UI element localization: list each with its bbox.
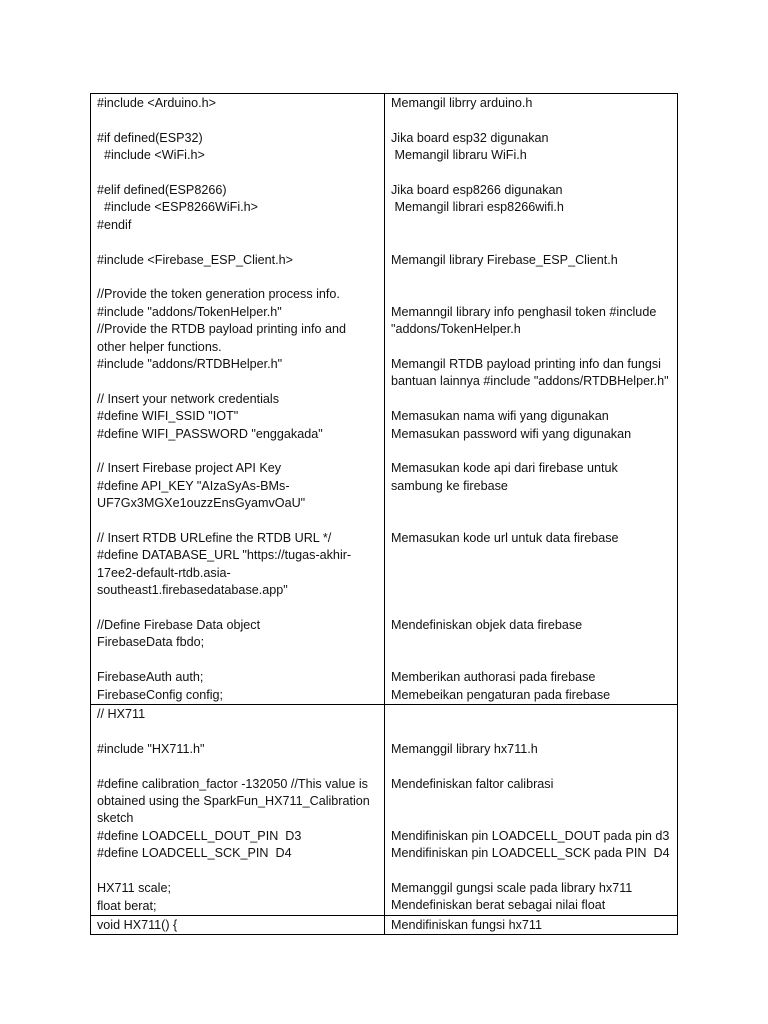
code-explanation-table	[90, 93, 678, 935]
code-cell	[91, 705, 385, 916]
description-line	[391, 810, 672, 827]
description-cell	[385, 705, 678, 916]
description-line	[391, 723, 672, 740]
code-line	[97, 723, 379, 740]
code-line: #include "HX711.h"	[97, 741, 205, 756]
description-line: bantuan lainnya #include "addons/RTDBHelper.h"	[391, 374, 669, 389]
code-line: #include <WiFi.h>	[97, 148, 205, 163]
code-line: //Provide the RTDB payload printing info and	[97, 322, 346, 337]
code-line	[97, 269, 379, 286]
code-line	[97, 234, 379, 251]
code-line: //Define Firebase Data object	[97, 618, 261, 633]
description-line	[391, 582, 672, 599]
code-line	[97, 863, 379, 880]
table-body	[91, 94, 678, 935]
description-line	[391, 234, 672, 251]
code-line	[97, 758, 379, 775]
code-line: #include <ESP8266WiFi.h>	[97, 200, 259, 215]
table-row	[91, 94, 678, 705]
code-line: southeast1.firebasedatabase.app"	[97, 583, 288, 598]
code-cell	[91, 915, 385, 934]
code-line: 17ee2-default-rtdb.asia-	[97, 565, 231, 580]
description-line: Memanggil library hx711.h	[391, 741, 538, 756]
code-line: FirebaseConfig config;	[97, 687, 224, 702]
code-line: obtained using the SparkFun_HX711_Calibration	[97, 794, 370, 809]
code-line: //Provide the token generation process info.	[97, 287, 340, 302]
description-line: Memasukan kode api dari firebase untuk	[391, 461, 618, 476]
code-line: void HX711() {	[97, 917, 178, 932]
code-line: #define calibration_factor -132050 //This value is	[97, 776, 368, 791]
table-row	[91, 705, 678, 916]
code-line: FirebaseAuth auth;	[97, 670, 204, 685]
description-line: Memangil librry arduino.h	[391, 96, 533, 110]
description-line: Mendefiniskan faltor calibrasi	[391, 776, 554, 791]
description-line	[391, 758, 672, 775]
description-cell	[385, 915, 678, 934]
description-line: Memangil RTDB payload printing info dan fungsi	[391, 356, 661, 371]
description-line	[391, 863, 672, 880]
description-line	[391, 391, 672, 408]
code-line: sketch	[97, 811, 134, 826]
description-line: Memanngil library info penghasil token #include	[391, 304, 657, 319]
code-line: FirebaseData fbdo;	[97, 635, 205, 650]
code-line: // HX711	[97, 707, 146, 722]
code-cell	[91, 94, 385, 705]
code-line: #include "addons/TokenHelper.h"	[97, 304, 282, 319]
description-line: Memangil librari esp8266wifi.h	[391, 200, 564, 215]
description-line: Memanggil gungsi scale pada library hx711	[391, 881, 633, 896]
code-line	[97, 112, 379, 129]
description-line	[391, 286, 672, 303]
code-line: UF7Gx3MGXe1ouzzEnsGyamvOaU"	[97, 496, 306, 511]
description-line: Memasukan nama wifi yang digunakan	[391, 409, 609, 424]
description-line	[391, 600, 672, 617]
description-line: Mendefiniskan objek data firebase	[391, 617, 583, 632]
code-line: float berat;	[97, 898, 157, 913]
code-line: #elif defined(ESP8266)	[97, 183, 227, 197]
description-line: Mendifiniskan pin LOADCELL_DOUT pada pin d3	[391, 828, 670, 843]
description-line: Memberikan authorasi pada firebase	[391, 670, 596, 685]
code-line	[97, 443, 379, 460]
code-line: // Insert your network credentials	[97, 391, 279, 406]
code-line: // Insert RTDB URLefine the RTDB URL */	[97, 531, 332, 546]
table-row	[91, 915, 678, 934]
description-line	[391, 495, 672, 512]
description-line: Mendefiniskan berat sebagai nilai float	[391, 898, 606, 913]
description-cell	[385, 94, 678, 705]
description-line: Jika board esp32 digunakan	[391, 130, 549, 145]
description-line	[391, 513, 672, 530]
description-line	[391, 269, 672, 286]
description-line: "addons/TokenHelper.h	[391, 322, 521, 337]
description-line: Memasukan password wifi yang digunakan	[391, 426, 632, 441]
code-line	[97, 652, 379, 669]
code-line: // Insert Firebase project API Key	[97, 461, 282, 476]
code-line: HX711 scale;	[97, 881, 171, 896]
description-line	[391, 706, 672, 723]
code-line: #define LOADCELL_DOUT_PIN D3	[97, 828, 302, 843]
code-line	[97, 373, 379, 390]
code-line: #include "addons/RTDBHelper.h"	[97, 357, 283, 372]
description-line: Memasukan kode url untuk data firebase	[391, 530, 619, 545]
description-line	[391, 339, 672, 356]
code-line: #include <Firebase_ESP_Client.h>	[97, 252, 294, 267]
description-line	[391, 112, 672, 129]
description-line: Memangil libraru WiFi.h	[391, 148, 527, 163]
description-line	[391, 634, 672, 651]
description-line	[391, 547, 672, 564]
code-line	[97, 513, 379, 530]
code-line: #define WIFI_PASSWORD "enggakada"	[97, 426, 323, 441]
code-line: #if defined(ESP32)	[97, 130, 203, 145]
description-line: Memebeikan pengaturan pada firebase	[391, 687, 611, 702]
code-line: other helper functions.	[97, 339, 222, 354]
description-line: Memangil library Firebase_ESP_Client.h	[391, 252, 618, 267]
description-line: Mendifiniskan pin LOADCELL_SCK pada PIN D4	[391, 846, 670, 861]
description-line	[391, 217, 672, 234]
description-line	[391, 565, 672, 582]
code-line	[97, 600, 379, 617]
description-line	[391, 443, 672, 460]
description-line	[391, 793, 672, 810]
description-line: Jika board esp8266 digunakan	[391, 183, 563, 197]
code-line: #endif	[97, 217, 132, 232]
description-line: Mendifiniskan fungsi hx711	[391, 917, 542, 932]
code-line: #define API_KEY "AIzaSyAs-BMs-	[97, 478, 290, 493]
code-line	[97, 165, 379, 182]
description-line	[391, 652, 672, 669]
description-line	[391, 165, 672, 182]
code-line: #define DATABASE_URL "https://tugas-akhir-	[97, 548, 352, 563]
code-line: #define WIFI_SSID "IOT"	[97, 409, 239, 424]
description-line: sambung ke firebase	[391, 478, 508, 493]
code-line: #include <Arduino.h>	[97, 96, 217, 110]
code-line: #define LOADCELL_SCK_PIN D4	[97, 846, 292, 861]
